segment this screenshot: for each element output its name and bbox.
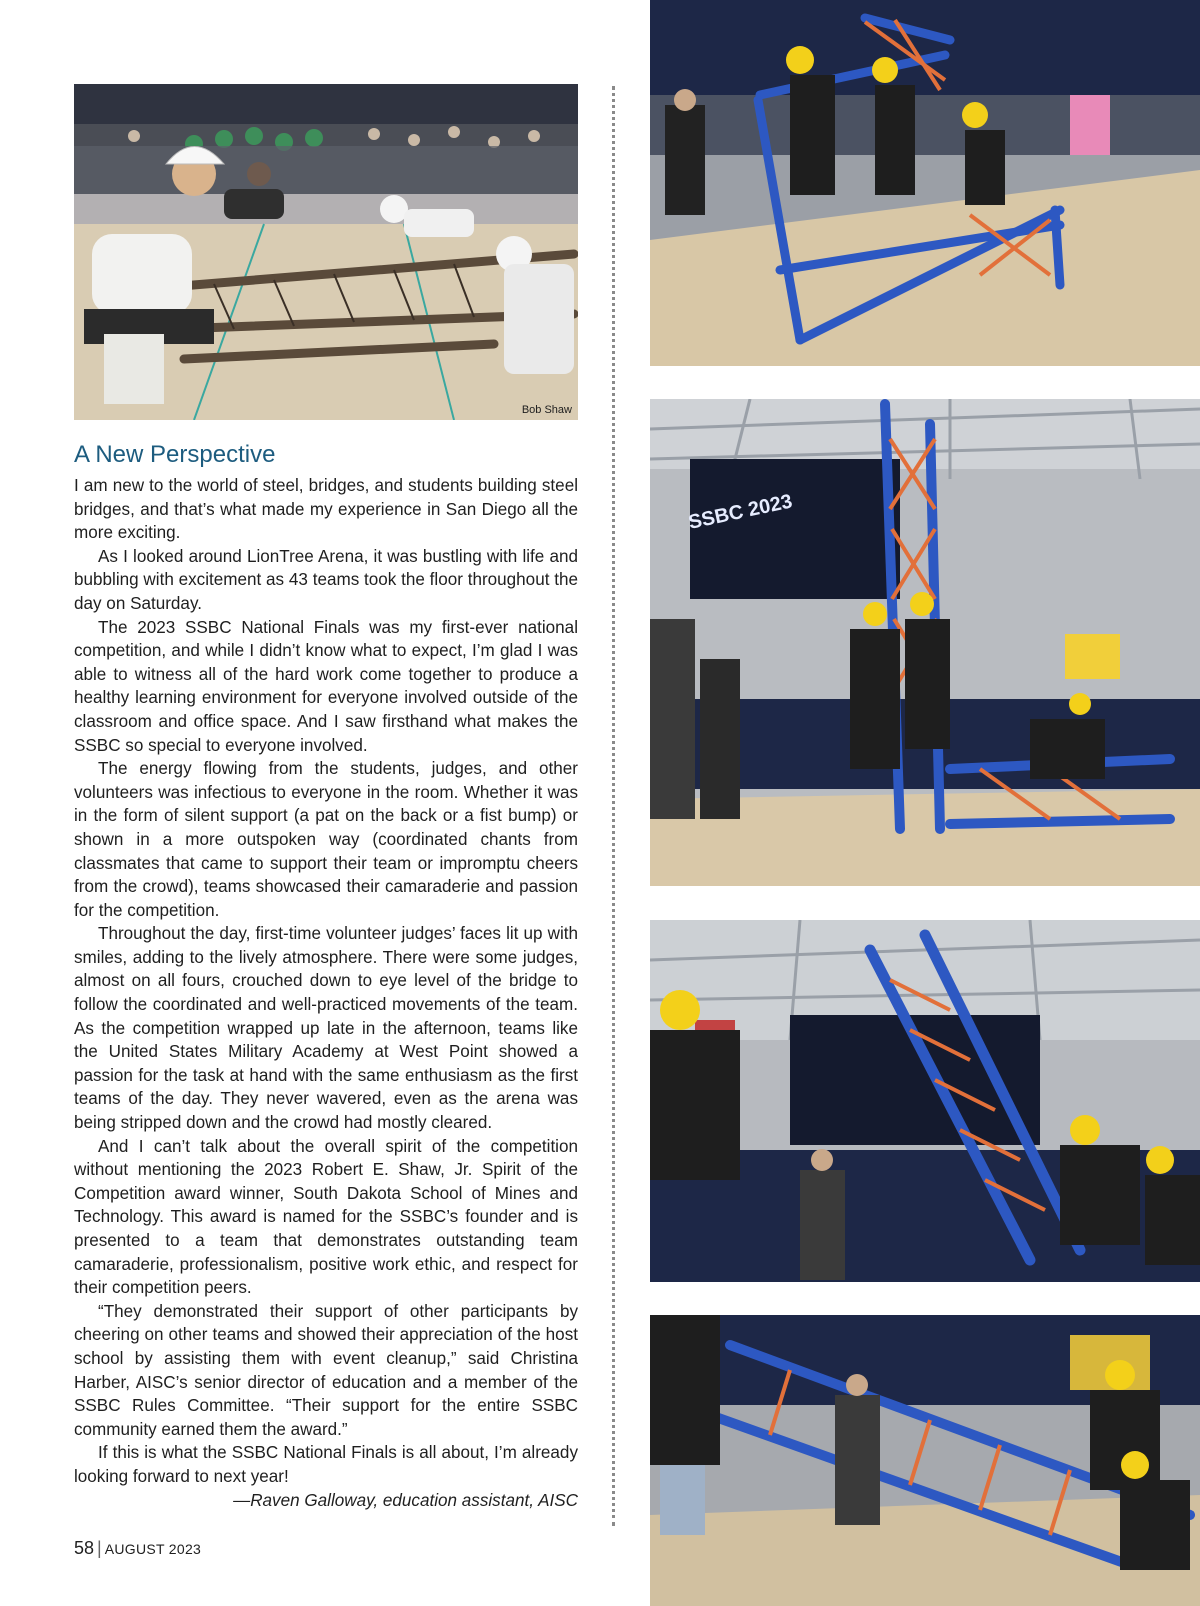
article-paragraph: Throughout the day, first-time volunteer judges’ faces lit up with smiles, adding to the lively atmosphere. There were some judges, almost on all fours, crouched down to eye level of the bridge to follow the coordinated and well-practiced movements of the team. As the competition wrapped up late in the afternoon, teams like the United States Military Academy at West Point showed a passion for the task at hand with the same enthusiasm as the first teams of the day. They never wavered, even as the arena was being stripped down and the crowd had mostly cleared. [74, 924, 578, 1133]
photo-illustration [650, 1315, 1200, 1606]
article-paragraph: The energy flowing from the students, judges, and other volunteers was infectious to everyone in the room. Whether it was in the form of silent support (a pat on the back or a fist bump) or shown in a more outspoken way (coordinated chants from classmates that came to support their team or impromptu cheers from the crowd), teams showcased their camaraderie and passion for the competition. [74, 759, 578, 920]
article-paragraph: If this is what the SSBC National Finals is all about, I’m already looking forward to next year! [74, 1443, 578, 1486]
article-body [74, 440, 578, 1512]
photo-illustration [650, 920, 1200, 1282]
photo-illustration [650, 399, 1200, 886]
page-number: 58 [74, 1538, 95, 1558]
page-footer [74, 1538, 201, 1559]
photo-illustration [74, 84, 578, 420]
article-paragraph: “They demonstrated their support of other participants by cheering on other teams and showed their appreciation of the host school by assisting them with event cleanup,” said Christina Harber, AISC’s senior director of education and a member of the SSBC Rules Committee. “Their support for the entire SSBC community earned them the award.” [74, 1301, 578, 1439]
article-paragraph: As I looked around LionTree Arena, it was bustling with life and bubbling with excitement as 43 teams took the floor throughout the day on Saturday. [74, 546, 578, 613]
footer-separator: | [97, 1538, 102, 1558]
author-signature: —Raven Galloway, education assistant, AISC [233, 1490, 578, 1510]
photo-students-assembling-bridge [74, 84, 578, 420]
photo-team-raising-tower [650, 399, 1200, 886]
section-heading: A New Perspective [74, 441, 276, 468]
photo-illustration [650, 0, 1200, 366]
article-paragraph: The 2023 SSBC National Finals was my first-ever national competition, and while I didn’t know what to expect, I’m glad I was able to witness all of the hard work come together to produce a healthy learning environment for everyone involved outside of the classroom and office space. And I saw firsthand what makes the SSBC so special to everyone involved. [74, 617, 578, 755]
photo-team-placing-span [650, 1315, 1200, 1606]
dotted-column-divider [612, 86, 615, 1526]
arena-banner: SSBC 2023 [686, 490, 795, 534]
photo-team-lifting-bridge [650, 0, 1200, 366]
photo-students-tilting-truss [650, 920, 1200, 1282]
issue-date: AUGUST 2023 [104, 1541, 202, 1557]
article-paragraph: And I can’t talk about the overall spirit of the competition without mentioning the 2023 Robert E. Shaw, Jr. Spirit of the Competition award winner, South Dakota School of Mines and Technology. This award is named for the SSBC’s founder and is presented to a team that demonstrates outstanding team camaraderie, professionalism, positive work ethic, and respect for their competition peers. [74, 1136, 578, 1298]
article-paragraph: I am new to the world of steel, bridges, and students building steel bridges, and that’s what made my experience in San Diego all the more exciting. [74, 476, 578, 543]
photo-credit: Bob Shaw [521, 404, 572, 416]
